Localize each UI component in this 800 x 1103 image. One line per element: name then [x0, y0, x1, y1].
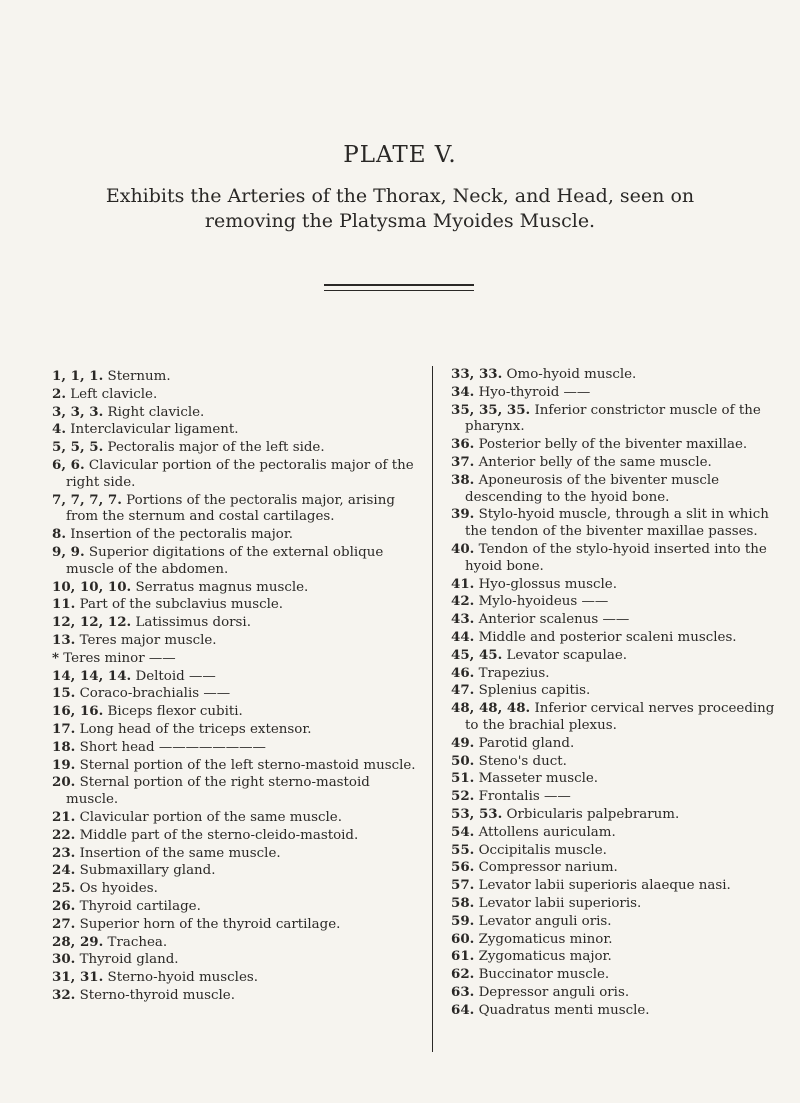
legend-entry-number: 53, 53. — [451, 805, 503, 822]
legend-entry-number: 50. — [451, 752, 475, 769]
legend-entry-number: 22. — [52, 826, 76, 843]
legend-entry-text: Attollens auriculam. — [478, 824, 616, 840]
legend-entry-text: Buccinator muscle. — [478, 967, 610, 983]
legend-entry-number: 46. — [451, 664, 475, 681]
legend-entry-text: Right clavicle. — [107, 404, 205, 420]
legend-entry-text: Omo-hyoid muscle. — [506, 367, 637, 382]
legend-entry — [52, 703, 420, 721]
legend-entry — [451, 366, 783, 384]
legend-entry — [451, 824, 783, 842]
legend-entry-text: Zygomaticus minor. — [478, 931, 613, 947]
legend-entry — [451, 576, 783, 594]
legend-entry-number: 11. — [52, 596, 76, 613]
legend-entry — [451, 436, 783, 454]
legend-entry-text: Biceps flexor cubiti. — [107, 704, 243, 720]
legend-entry-number: 15. — [52, 685, 76, 702]
legend-entry — [451, 665, 783, 683]
legend-entry-text: Deltoid —— — [135, 668, 216, 684]
legend-entry — [451, 735, 783, 753]
legend-entry-text: Tendon of the stylo-hyoid inserted into the hyoid bone. — [465, 541, 767, 574]
legend-entry — [451, 454, 783, 472]
legend-entry-number: 38. — [451, 471, 475, 488]
legend-entry-text: Orbicularis palpebrarum. — [506, 806, 680, 822]
legend-entry-text: Inferior cervical nerves proceeding to the brachial plexus. — [465, 701, 775, 733]
legend-entry-text: Long head of the triceps extensor. — [79, 721, 312, 737]
legend-entry — [451, 948, 783, 966]
legend-entry — [52, 774, 420, 809]
legend-entry-text: Superior horn of the thyroid cartilage. — [79, 916, 341, 932]
legend-entry-text: Stylo-hyoid muscle, through a slit in which the tendon of the biventer maxillae passes. — [465, 507, 769, 540]
legend-entry-text: Left clavicle. — [70, 386, 158, 402]
legend-entry-text: Teres major muscle. — [79, 632, 217, 648]
legend-entry-number: 54. — [451, 823, 475, 840]
divider-rule — [324, 284, 474, 291]
legend-entry-number: 27. — [52, 915, 76, 932]
legend-entry-text: Steno's duct. — [478, 753, 567, 769]
legend-entry-number: 4. — [52, 421, 66, 438]
legend-entry-number: 18. — [52, 738, 76, 755]
legend-entry — [52, 916, 420, 934]
legend-entry — [451, 788, 783, 806]
legend-entry-text: Quadratus menti muscle. — [478, 1002, 650, 1018]
legend-entry-number: 32. — [52, 986, 76, 1003]
legend-entry — [451, 647, 783, 665]
legend-entry-text: Occipitalis muscle. — [478, 842, 607, 858]
legend-entry-number: 33, 33. — [451, 366, 503, 382]
legend-right-column — [432, 366, 783, 1052]
legend-entry-text: Trachea. — [107, 934, 168, 950]
legend-entry — [52, 439, 420, 457]
legend-entry — [52, 898, 420, 916]
legend-entry-number: 58. — [451, 894, 475, 911]
legend-entry-number: 10, 10, 10. — [52, 578, 132, 595]
legend-entry-number: 49. — [451, 734, 475, 751]
legend-entry-text: Submaxillary gland. — [79, 863, 216, 879]
legend-entry — [52, 827, 420, 845]
legend-entry-text: Hyo-glossus muscle. — [478, 576, 617, 592]
legend-entry-number: 47. — [451, 682, 475, 699]
legend-entry-text: Part of the subclavius muscle. — [79, 597, 284, 613]
legend-entry-text: Mylo-hyoideus —— — [478, 594, 609, 610]
legend-entry-number: 3, 3, 3. — [52, 403, 104, 420]
legend-entry-number: 13. — [52, 631, 76, 648]
legend-entry — [451, 506, 783, 541]
legend-entry-text: Coraco-brachialis —— — [79, 686, 231, 702]
legend-entry — [52, 457, 420, 492]
legend-entry-number: 40. — [451, 540, 475, 557]
legend-entry — [52, 862, 420, 880]
legend-entry-text: Masseter muscle. — [478, 771, 599, 787]
legend-entry — [52, 757, 420, 775]
legend-entry-text: Splenius capitis. — [478, 683, 591, 699]
legend-entry-number: 17. — [52, 720, 76, 737]
legend-entry-text: Thyroid cartilage. — [79, 898, 201, 914]
legend-entry-number: 9, 9. — [52, 543, 85, 560]
legend-entry — [451, 402, 783, 437]
legend-entry-number: 55. — [451, 841, 475, 858]
legend-entry-text: Aponeurosis of the biventer muscle descending to the hyoid bone. — [465, 472, 720, 505]
legend-entry-text: Trapezius. — [478, 665, 550, 681]
legend-entry — [451, 611, 783, 629]
legend-entry-number: 19. — [52, 756, 76, 773]
plate-subtitle: Exhibits the Arteries of the Thorax, Neck, and Head, seen on removing the Platysma Myoides Muscle. — [105, 185, 695, 232]
legend-entry — [52, 969, 420, 987]
legend-entry-text: Insertion of the pectoralis major. — [70, 527, 294, 543]
legend-entry-text: Clavicular portion of the same muscle. — [79, 809, 342, 825]
legend-entry-text: Teres minor —— — [63, 650, 176, 666]
legend-entry-text: Sterno-hyoid muscles. — [107, 970, 259, 986]
legend-entry — [52, 934, 420, 952]
legend-entry-text: Compressor narium. — [478, 860, 618, 876]
legend-entry-text: Os hyoides. — [79, 881, 158, 897]
legend-entry-text: Sterno-thyroid muscle. — [79, 987, 235, 1003]
legend-entry-text: Middle part of the sterno-cleido-mastoid. — [79, 827, 359, 843]
legend-entry — [52, 386, 420, 404]
legend-entry — [451, 859, 783, 877]
legend-entry — [52, 951, 420, 969]
legend-entry-number: 56. — [451, 859, 475, 876]
legend-entry-number: 16, 16. — [52, 703, 104, 720]
legend-entry-number: 44. — [451, 628, 475, 645]
legend-entry-text: Middle and posterior scaleni muscles. — [478, 629, 737, 645]
legend-entry-text: Levator labii superioris. — [478, 895, 642, 911]
legend-entry-text: Superior digitations of the external oblique muscle of the abdomen. — [66, 544, 384, 577]
legend-entry-number: 51. — [451, 770, 475, 787]
legend-entry-text: Posterior belly of the biventer maxillae. — [478, 437, 748, 453]
legend-entry-number: 60. — [451, 930, 475, 947]
legend-entry — [451, 629, 783, 647]
legend-entry-number: 59. — [451, 912, 475, 929]
legend-entry-text: Inferior constrictor muscle of the pharynx. — [465, 402, 761, 435]
legend-entry-text: Serratus magnus muscle. — [135, 579, 309, 595]
legend-entry — [52, 809, 420, 827]
legend-entry-number: * — [52, 649, 60, 666]
legend-entry-number: 35, 35, 35. — [451, 401, 531, 418]
legend-entry-text: Sternal portion of the right sterno-mastoid muscle. — [66, 775, 370, 808]
legend-entry-text: Interclavicular ligament. — [70, 422, 239, 438]
legend-entry-text: Sternal portion of the left sterno-mastoid muscle. — [79, 757, 416, 773]
legend-entry — [451, 593, 783, 611]
legend-entry — [52, 987, 420, 1005]
legend-left-column — [52, 368, 420, 1005]
legend-entry-number: 61. — [451, 948, 475, 965]
legend-entry — [451, 472, 783, 507]
legend-entry-number: 8. — [52, 526, 66, 543]
legend-entry — [52, 880, 420, 898]
legend-entry-text: Levator scapulae. — [506, 647, 627, 663]
legend-entry-text: Portions of the pectoralis major, arising from the sternum and costal cartilages. — [66, 492, 395, 525]
legend-entry-number: 6, 6. — [52, 456, 85, 473]
legend-entry — [52, 614, 420, 632]
legend-entry — [52, 685, 420, 703]
legend-entry — [451, 931, 783, 949]
legend-entry — [451, 842, 783, 860]
legend-entry-number: 48, 48, 48. — [451, 700, 531, 717]
legend-entry — [451, 895, 783, 913]
legend-entry — [451, 770, 783, 788]
legend-entry-number: 36. — [451, 436, 475, 453]
legend-entry — [451, 753, 783, 771]
legend-entry-text: Depressor anguli oris. — [478, 984, 630, 1000]
legend-entry-number: 20. — [52, 774, 76, 791]
legend-entry-number: 64. — [451, 1001, 475, 1018]
legend-entry-number: 45, 45. — [451, 646, 503, 663]
legend-entry-number: 42. — [451, 593, 475, 610]
legend-entry-number: 62. — [451, 966, 475, 983]
legend-entry-text: Anterior scalenus —— — [478, 612, 630, 628]
legend-entry — [52, 544, 420, 579]
legend-entry — [451, 913, 783, 931]
legend-entry-text: Hyo-thyroid —— — [478, 384, 591, 400]
legend-entry-number: 5, 5, 5. — [52, 439, 104, 456]
legend-entry-text: Latissimus dorsi. — [135, 615, 251, 631]
legend-entry — [52, 368, 420, 386]
legend-entry — [52, 579, 420, 597]
legend-entry-number: 21. — [52, 808, 76, 825]
legend-entry — [52, 421, 420, 439]
legend-entry-text: Anterior belly of the same muscle. — [478, 454, 712, 470]
legend-entry-text: Frontalis —— — [478, 789, 571, 805]
legend-entry — [52, 845, 420, 863]
legend-entry-number: 23. — [52, 844, 76, 861]
legend-entry — [52, 668, 420, 686]
legend-entry — [451, 384, 783, 402]
legend-entry — [52, 739, 420, 757]
legend-entry — [451, 1002, 783, 1020]
legend-entry-number: 24. — [52, 862, 76, 879]
legend-entry — [451, 682, 783, 700]
legend-entry-number: 28, 29. — [52, 933, 104, 950]
legend-entry — [52, 650, 420, 668]
legend-entry-number: 37. — [451, 453, 475, 470]
legend-entry-number: 14, 14, 14. — [52, 667, 132, 684]
legend-entry — [52, 492, 420, 527]
legend-entry-text: Sternum. — [107, 369, 171, 384]
legend-entry — [52, 404, 420, 422]
legend-entry-text: Parotid gland. — [478, 735, 575, 751]
legend-entry — [451, 806, 783, 824]
legend-entry-text: Levator anguli oris. — [478, 913, 612, 929]
legend-entry — [451, 984, 783, 1002]
legend-entry-number: 25. — [52, 880, 76, 897]
legend-entry — [52, 632, 420, 650]
legend-entry — [451, 966, 783, 984]
legend-entry-text: Short head ———————— — [79, 739, 266, 755]
legend-entry-number: 7, 7, 7, 7. — [52, 491, 122, 508]
legend-entry-text: Insertion of the same muscle. — [79, 845, 281, 861]
legend-entry-text: Levator labii superioris alaeque nasi. — [478, 878, 731, 894]
legend-entry-number: 52. — [451, 788, 475, 805]
legend-entry-number: 63. — [451, 983, 475, 1000]
legend-entry-text: Zygomaticus major. — [478, 949, 612, 965]
legend-entry — [52, 526, 420, 544]
legend-entry — [451, 700, 783, 735]
legend-entry-text: Pectoralis major of the left side. — [107, 440, 325, 456]
legend-entry — [52, 596, 420, 614]
legend-entry-number: 34. — [451, 383, 475, 400]
legend-entry-number: 26. — [52, 897, 76, 914]
legend-entry-number: 57. — [451, 877, 475, 894]
legend-entry-number: 43. — [451, 611, 475, 628]
legend-entry — [451, 541, 783, 576]
legend-entry — [52, 721, 420, 739]
legend-entry-number: 1, 1, 1. — [52, 368, 104, 384]
legend-entry-number: 12, 12, 12. — [52, 614, 132, 631]
legend-entry-number: 31, 31. — [52, 969, 104, 986]
legend-entry-number: 41. — [451, 575, 475, 592]
legend-entry-text: Thyroid gland. — [79, 952, 179, 968]
plate-title: PLATE V. — [343, 142, 457, 168]
legend-entry — [451, 877, 783, 895]
legend-entry-text: Clavicular portion of the pectoralis major of the right side. — [66, 457, 414, 490]
legend-entry-number: 30. — [52, 951, 76, 968]
legend-entry-number: 39. — [451, 506, 475, 523]
legend-entry-number: 2. — [52, 385, 66, 402]
